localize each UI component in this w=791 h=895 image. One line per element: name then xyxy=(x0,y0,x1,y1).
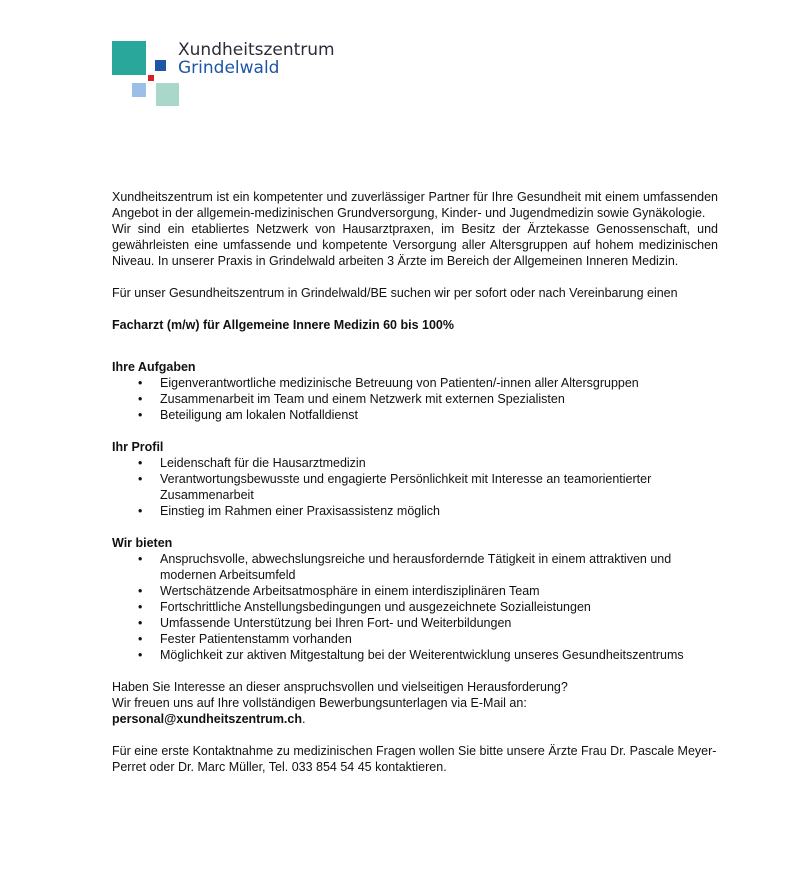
list-item xyxy=(112,583,718,599)
section-heading-tasks: Ihre Aufgaben xyxy=(112,360,196,374)
bullet-icon: • xyxy=(138,552,143,566)
logo-blue-square xyxy=(155,60,166,71)
closing-invitation: Wir freuen uns auf Ihre vollständigen Bewerbungsunterlagen via E-Mail an: xyxy=(112,696,527,710)
list-item-text: Umfassende Unterstützung bei Ihren Fort- und Weiterbildungen xyxy=(160,616,512,630)
logo-mint-square xyxy=(156,83,179,106)
bullet-icon: • xyxy=(138,392,143,406)
closing-question: Haben Sie Interesse an dieser anspruchsvollen und vielseitigen Herausforderung? xyxy=(112,680,568,694)
email-line xyxy=(112,711,718,727)
list-item xyxy=(112,615,718,631)
email-suffix: . xyxy=(302,712,306,726)
list-item xyxy=(112,503,718,519)
email-link[interactable]: personal@xundheitszentrum.ch xyxy=(112,712,302,726)
list-item-text: Wertschätzende Arbeitsatmosphäre in einem interdisziplinären Team xyxy=(160,584,540,598)
list-item xyxy=(112,391,718,407)
bullet-icon: • xyxy=(138,456,143,470)
bullet-icon: • xyxy=(138,584,143,598)
list-item-text: Fortschrittliche Anstellungsbedingungen und ausgezeichnete Sozialleistungen xyxy=(160,600,591,614)
bullet-icon: • xyxy=(138,472,143,486)
bullet-icon: • xyxy=(138,600,143,614)
bullet-icon: • xyxy=(138,376,143,390)
bullet-icon: • xyxy=(138,632,143,646)
job-posting xyxy=(112,189,718,775)
list-item-text: Einstieg im Rahmen einer Praxisassistenz möglich xyxy=(160,504,440,518)
logo-red-square xyxy=(148,75,154,81)
list-item-text: Zusammenarbeit im Team und einem Netzwerk mit externen Spezialisten xyxy=(160,392,565,406)
list-item xyxy=(112,375,718,391)
bullet-icon: • xyxy=(138,504,143,518)
logo-wordmark xyxy=(178,41,335,77)
search-statement: Für unser Gesundheitszentrum in Grindelwald/BE suchen wir per sofort oder nach Vereinbarung einen xyxy=(112,286,678,300)
bullet-icon: • xyxy=(138,408,143,422)
list-item-text: Möglichkeit zur aktiven Mitgestaltung bei der Weiterentwicklung unseres Gesundheitszentrums xyxy=(160,648,684,662)
logo-line-1: Xundheitszentrum xyxy=(178,40,335,60)
list-item xyxy=(112,471,718,503)
list-item xyxy=(112,631,718,647)
list-item xyxy=(112,455,718,471)
tasks-list xyxy=(112,375,718,423)
list-item-text: Beteiligung am lokalen Notfalldienst xyxy=(160,408,359,422)
list-item xyxy=(112,407,718,423)
contact-paragraph: Für eine erste Kontaktnahme zu medizinischen Fragen wollen Sie bitte unsere Ärzte Frau Dr. Pascale Meyer-Perret oder Dr. Marc Müller, Tel. 033 854 54 45 kontaktieren. xyxy=(112,744,717,774)
list-item xyxy=(112,551,718,583)
job-title: Facharzt (m/w) für Allgemeine Innere Medizin 60 bis 100% xyxy=(112,318,454,332)
profile-list xyxy=(112,455,718,519)
logo-light-blue-square xyxy=(132,83,146,97)
company-logo xyxy=(112,38,335,110)
offer-list xyxy=(112,551,718,663)
logo-teal-square xyxy=(112,41,146,75)
list-item xyxy=(112,647,718,663)
section-heading-profile: Ihr Profil xyxy=(112,440,164,454)
bullet-icon: • xyxy=(138,648,143,662)
bullet-icon: • xyxy=(138,616,143,630)
list-item-text: Leidenschaft für die Hausarztmedizin xyxy=(160,456,366,470)
logo-line-2: Grindelwald xyxy=(178,58,280,78)
intro-paragraph-2: Wir sind ein etabliertes Netzwerk von Hausarztpraxen, im Besitz der Ärztekasse Genossenschaft, und gewährleisten eine umfassende und kompetente Versorgung aller Altersgruppen auf hohem medizinischen Niveau. In unserer Praxis in Grindelwald arbeiten 3 Ärzte im Bereich der Allgemeinen Inneren Medizin. xyxy=(112,222,718,268)
list-item-text: Anspruchsvolle, abwechslungsreiche und herausfordernde Tätigkeit in einem attraktiven und modernen Arbeitsumfeld xyxy=(160,552,672,582)
list-item-text: Fester Patientenstamm vorhanden xyxy=(160,632,352,646)
section-heading-offer: Wir bieten xyxy=(112,536,173,550)
list-item xyxy=(112,599,718,615)
list-item-text: Verantwortungsbewusste und engagierte Persönlichkeit mit Interesse an teamorientierter Zusammenarbeit xyxy=(160,472,652,502)
intro-paragraph-1: Xundheitszentrum ist ein kompetenter und zuverlässiger Partner für Ihre Gesundheit mit einem umfassenden Angebot in der allgemein-medizinischen Grundversorgung, Kinder- und Jugendmedizin sowie Gynäkologie. xyxy=(112,190,718,220)
list-item-text: Eigenverantwortliche medizinische Betreuung von Patienten/-innen aller Altersgruppen xyxy=(160,376,639,390)
